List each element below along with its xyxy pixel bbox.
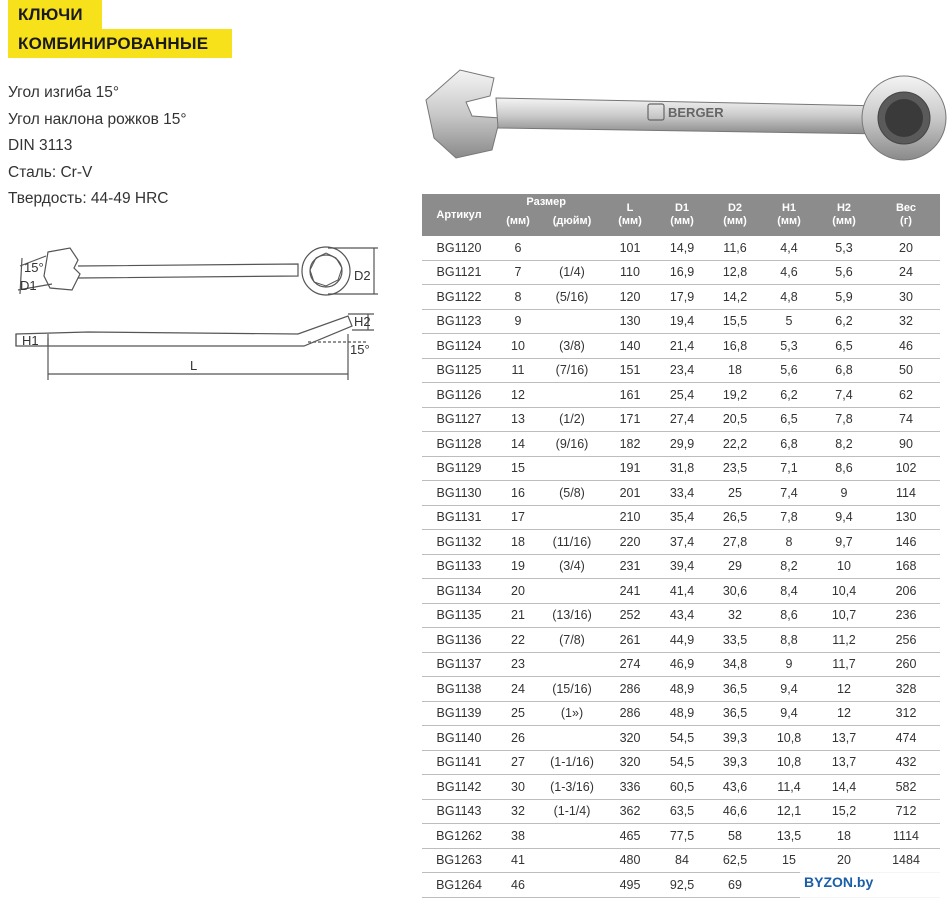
cell-d1: 92,5 [656, 873, 708, 898]
cell-d1: 63,5 [656, 799, 708, 824]
cell-weight: 168 [872, 554, 940, 579]
cell-d1: 48,9 [656, 677, 708, 702]
cell-l: 320 [604, 750, 656, 775]
cell-l: 161 [604, 383, 656, 408]
cell-d1: 21,4 [656, 334, 708, 359]
cell-l: 151 [604, 358, 656, 383]
table-row [422, 677, 940, 702]
cell-d1: 29,9 [656, 432, 708, 457]
header-d2: D2 (мм) [708, 194, 762, 236]
cell-h2: 10,7 [816, 603, 872, 628]
cell-article: BG1134 [422, 579, 496, 604]
cell-article: BG1138 [422, 677, 496, 702]
cell-d1: 35,4 [656, 505, 708, 530]
table-row [422, 554, 940, 579]
cell-h1: 5,3 [762, 334, 816, 359]
label-angle-bottom: 15° [350, 342, 370, 357]
cell-d1: 84 [656, 848, 708, 873]
cell-weight: 50 [872, 358, 940, 383]
watermark-text: BYZON.by [804, 874, 874, 890]
cell-h2: 12 [816, 677, 872, 702]
table-row [422, 236, 940, 260]
cell-size-in: (3/8) [540, 334, 604, 359]
table-row [422, 456, 940, 481]
cell-size-mm: 8 [496, 285, 540, 310]
header-l: L (мм) [604, 194, 656, 236]
cell-size-mm: 13 [496, 407, 540, 432]
cell-h1: 13,5 [762, 824, 816, 849]
cell-size-in [540, 383, 604, 408]
cell-d2: 36,5 [708, 701, 762, 726]
cell-h2: 13,7 [816, 726, 872, 751]
cell-size-in [540, 505, 604, 530]
table-row [422, 334, 940, 359]
cell-size-mm: 16 [496, 481, 540, 506]
label-h2: H2 [354, 314, 371, 329]
cell-d2: 20,5 [708, 407, 762, 432]
cell-l: 231 [604, 554, 656, 579]
label-angle-top: 15° [24, 260, 44, 275]
cell-size-in [540, 236, 604, 260]
cell-h2: 8,2 [816, 432, 872, 457]
cell-d2: 18 [708, 358, 762, 383]
table-row [422, 530, 940, 555]
dimension-diagram [8, 238, 388, 388]
cell-size-mm: 38 [496, 824, 540, 849]
cell-l: 140 [604, 334, 656, 359]
cell-h1: 7,8 [762, 505, 816, 530]
table-row [422, 652, 940, 677]
cell-article: BG1121 [422, 260, 496, 285]
cell-h2: 6,2 [816, 309, 872, 334]
cell-d2: 39,3 [708, 726, 762, 751]
cell-d2: 32 [708, 603, 762, 628]
cell-d2: 12,8 [708, 260, 762, 285]
cell-d2: 29 [708, 554, 762, 579]
cell-size-in: (7/8) [540, 628, 604, 653]
cell-size-in [540, 579, 604, 604]
cell-weight: 46 [872, 334, 940, 359]
cell-size-in: (1-1/4) [540, 799, 604, 824]
cell-d2: 11,6 [708, 236, 762, 260]
cell-d1: 33,4 [656, 481, 708, 506]
cell-size-mm: 24 [496, 677, 540, 702]
label-d1: D1 [20, 278, 37, 293]
table-row [422, 579, 940, 604]
cell-size-in: (7/16) [540, 358, 604, 383]
cell-h1: 11,4 [762, 775, 816, 800]
cell-h1: 5,6 [762, 358, 816, 383]
cell-h1: 9 [762, 652, 816, 677]
cell-h1: 6,8 [762, 432, 816, 457]
cell-d2: 15,5 [708, 309, 762, 334]
cell-l: 201 [604, 481, 656, 506]
cell-h2: 9,4 [816, 505, 872, 530]
title-line-2: КОМБИНИРОВАННЫЕ [8, 29, 232, 58]
cell-weight: 432 [872, 750, 940, 775]
cell-weight: 256 [872, 628, 940, 653]
cell-h2: 6,5 [816, 334, 872, 359]
spec-bend-angle: Угол изгиба 15° [8, 84, 120, 101]
table-row [422, 407, 940, 432]
cell-h2: 20 [816, 848, 872, 873]
cell-d2: 36,5 [708, 677, 762, 702]
cell-weight: 206 [872, 579, 940, 604]
cell-size-in: (1-3/16) [540, 775, 604, 800]
cell-weight: 146 [872, 530, 940, 555]
cell-d2: 69 [708, 873, 762, 898]
cell-h2: 12 [816, 701, 872, 726]
cell-weight: 236 [872, 603, 940, 628]
cell-d1: 54,5 [656, 726, 708, 751]
cell-article: BG1132 [422, 530, 496, 555]
cell-l: 495 [604, 873, 656, 898]
spec-steel: Сталь: Cr-V [8, 163, 93, 181]
cell-h1: 5 [762, 309, 816, 334]
cell-h1: 6,5 [762, 407, 816, 432]
cell-h1: 8 [762, 530, 816, 555]
cell-weight: 20 [872, 236, 940, 260]
cell-d2: 39,3 [708, 750, 762, 775]
cell-d1: 77,5 [656, 824, 708, 849]
table-row [422, 701, 940, 726]
cell-l: 480 [604, 848, 656, 873]
cell-d2: 46,6 [708, 799, 762, 824]
cell-d1: 48,9 [656, 701, 708, 726]
cell-h1: 10,8 [762, 726, 816, 751]
header-h2: H2 (мм) [816, 194, 872, 236]
label-d2: D2 [354, 268, 371, 283]
cell-h2: 10,4 [816, 579, 872, 604]
table-row [422, 432, 940, 457]
cell-h1: 8,8 [762, 628, 816, 653]
cell-d1: 43,4 [656, 603, 708, 628]
cell-d1: 54,5 [656, 750, 708, 775]
cell-size-mm: 6 [496, 236, 540, 260]
cell-weight: 1484 [872, 848, 940, 873]
cell-h2: 7,4 [816, 383, 872, 408]
cell-l: 320 [604, 726, 656, 751]
cell-article: BG1125 [422, 358, 496, 383]
cell-h2: 15,2 [816, 799, 872, 824]
cell-size-mm: 23 [496, 652, 540, 677]
cell-article: BG1263 [422, 848, 496, 873]
cell-l: 220 [604, 530, 656, 555]
cell-l: 110 [604, 260, 656, 285]
cell-size-mm: 21 [496, 603, 540, 628]
cell-l: 274 [604, 652, 656, 677]
specs-table [422, 194, 940, 898]
cell-article: BG1264 [422, 873, 496, 898]
cell-l: 336 [604, 775, 656, 800]
cell-size-in: (15/16) [540, 677, 604, 702]
specs-list [8, 80, 187, 213]
cell-size-in: (9/16) [540, 432, 604, 457]
table-header-row [422, 194, 940, 236]
table-row [422, 824, 940, 849]
cell-size-mm: 19 [496, 554, 540, 579]
cell-size-in [540, 873, 604, 898]
cell-article: BG1262 [422, 824, 496, 849]
table-row [422, 799, 940, 824]
cell-h1: 6,2 [762, 383, 816, 408]
cell-weight: 90 [872, 432, 940, 457]
cell-size-in [540, 456, 604, 481]
cell-h1: 4,8 [762, 285, 816, 310]
cell-h1: 8,2 [762, 554, 816, 579]
wrench-photo [420, 62, 950, 166]
cell-h1: 8,4 [762, 579, 816, 604]
cell-article: BG1126 [422, 383, 496, 408]
label-h1: H1 [22, 333, 39, 348]
cell-h2: 11,7 [816, 652, 872, 677]
cell-size-in [540, 824, 604, 849]
spec-jaw-angle: Угол наклона рожков 15° [8, 110, 187, 128]
cell-size-mm: 26 [496, 726, 540, 751]
cell-size-mm: 20 [496, 579, 540, 604]
cell-l: 182 [604, 432, 656, 457]
cell-size-mm: 10 [496, 334, 540, 359]
table-row [422, 481, 940, 506]
cell-h1: 8,6 [762, 603, 816, 628]
cell-size-in: (13/16) [540, 603, 604, 628]
cell-d2: 34,8 [708, 652, 762, 677]
watermark [800, 868, 952, 904]
cell-size-in: (1») [540, 701, 604, 726]
cell-article: BG1122 [422, 285, 496, 310]
cell-d1: 23,4 [656, 358, 708, 383]
cell-size-mm: 25 [496, 701, 540, 726]
cell-h2: 8,6 [816, 456, 872, 481]
cell-d2: 19,2 [708, 383, 762, 408]
spec-standard: DIN 3113 [8, 137, 73, 154]
table-row [422, 260, 940, 285]
cell-size-mm: 7 [496, 260, 540, 285]
cell-weight: 474 [872, 726, 940, 751]
cell-size-in: (5/8) [540, 481, 604, 506]
cell-h2: 7,8 [816, 407, 872, 432]
cell-d1: 37,4 [656, 530, 708, 555]
cell-l: 171 [604, 407, 656, 432]
table-row [422, 726, 940, 751]
cell-h2: 18 [816, 824, 872, 849]
cell-h2: 10 [816, 554, 872, 579]
cell-size-mm: 9 [496, 309, 540, 334]
table-row [422, 358, 940, 383]
cell-l: 261 [604, 628, 656, 653]
cell-article: BG1129 [422, 456, 496, 481]
cell-weight: 1114 [872, 824, 940, 849]
cell-article: BG1133 [422, 554, 496, 579]
cell-weight: 328 [872, 677, 940, 702]
cell-size-mm: 41 [496, 848, 540, 873]
table-row [422, 750, 940, 775]
cell-d1: 16,9 [656, 260, 708, 285]
header-size-mm: Размер (мм) [496, 194, 540, 236]
cell-article: BG1123 [422, 309, 496, 334]
cell-l: 101 [604, 236, 656, 260]
spec-hardness: Твердость: 44-49 HRC [8, 190, 169, 207]
cell-article: BG1141 [422, 750, 496, 775]
cell-d2: 43,6 [708, 775, 762, 800]
cell-size-mm: 27 [496, 750, 540, 775]
cell-l: 210 [604, 505, 656, 530]
cell-article: BG1131 [422, 505, 496, 530]
cell-article: BG1127 [422, 407, 496, 432]
header-size-in: (дюйм) [540, 194, 604, 236]
cell-d1: 25,4 [656, 383, 708, 408]
cell-weight: 312 [872, 701, 940, 726]
cell-size-in: (11/16) [540, 530, 604, 555]
cell-d2: 14,2 [708, 285, 762, 310]
cell-article: BG1130 [422, 481, 496, 506]
cell-article: BG1135 [422, 603, 496, 628]
cell-weight: 62 [872, 383, 940, 408]
cell-weight: 260 [872, 652, 940, 677]
table-row [422, 383, 940, 408]
cell-article: BG1120 [422, 236, 496, 260]
header-article: Артикул [422, 194, 496, 236]
cell-d1: 19,4 [656, 309, 708, 334]
table-row [422, 603, 940, 628]
cell-size-in [540, 848, 604, 873]
cell-size-mm: 14 [496, 432, 540, 457]
cell-article: BG1136 [422, 628, 496, 653]
header-d1: D1 (мм) [656, 194, 708, 236]
cell-d2: 30,6 [708, 579, 762, 604]
cell-l: 120 [604, 285, 656, 310]
cell-size-in [540, 652, 604, 677]
cell-weight: 102 [872, 456, 940, 481]
cell-d1: 46,9 [656, 652, 708, 677]
cell-article: BG1140 [422, 726, 496, 751]
cell-size-mm: 12 [496, 383, 540, 408]
cell-d1: 39,4 [656, 554, 708, 579]
cell-h2: 13,7 [816, 750, 872, 775]
cell-l: 191 [604, 456, 656, 481]
cell-size-in: (1/2) [540, 407, 604, 432]
cell-weight: 24 [872, 260, 940, 285]
cell-d2: 23,5 [708, 456, 762, 481]
table-row [422, 505, 940, 530]
cell-l: 130 [604, 309, 656, 334]
cell-h1: 15 [762, 848, 816, 873]
cell-h2: 14,4 [816, 775, 872, 800]
cell-weight: 712 [872, 799, 940, 824]
cell-d1: 41,4 [656, 579, 708, 604]
table-row [422, 775, 940, 800]
cell-article: BG1124 [422, 334, 496, 359]
cell-h1: 4,6 [762, 260, 816, 285]
cell-size-in [540, 726, 604, 751]
title-line-1: КЛЮЧИ [8, 0, 102, 29]
cell-h1: 10,8 [762, 750, 816, 775]
cell-d2: 58 [708, 824, 762, 849]
cell-h1: 12,1 [762, 799, 816, 824]
cell-h2: 5,6 [816, 260, 872, 285]
cell-l: 362 [604, 799, 656, 824]
cell-l: 252 [604, 603, 656, 628]
cell-h1: 7,1 [762, 456, 816, 481]
cell-l: 465 [604, 824, 656, 849]
label-l: L [190, 358, 198, 373]
cell-size-in: (5/16) [540, 285, 604, 310]
cell-d1: 14,9 [656, 236, 708, 260]
table-row [422, 309, 940, 334]
cell-size-mm: 46 [496, 873, 540, 898]
cell-size-mm: 11 [496, 358, 540, 383]
cell-size-in: (1/4) [540, 260, 604, 285]
cell-h2: 5,9 [816, 285, 872, 310]
cell-h2: 5,3 [816, 236, 872, 260]
cell-d1: 60,5 [656, 775, 708, 800]
cell-l: 286 [604, 677, 656, 702]
cell-d1: 44,9 [656, 628, 708, 653]
cell-weight: 582 [872, 775, 940, 800]
cell-h1: 4,4 [762, 236, 816, 260]
cell-weight: 74 [872, 407, 940, 432]
cell-size-in [540, 309, 604, 334]
cell-h2: 9 [816, 481, 872, 506]
cell-d2: 22,2 [708, 432, 762, 457]
cell-l: 241 [604, 579, 656, 604]
cell-d2: 25 [708, 481, 762, 506]
cell-h2: 6,8 [816, 358, 872, 383]
cell-weight: 114 [872, 481, 940, 506]
cell-d1: 27,4 [656, 407, 708, 432]
cell-size-mm: 18 [496, 530, 540, 555]
cell-size-mm: 22 [496, 628, 540, 653]
cell-h1: 7,4 [762, 481, 816, 506]
cell-d1: 17,9 [656, 285, 708, 310]
cell-d2: 26,5 [708, 505, 762, 530]
cell-article: BG1137 [422, 652, 496, 677]
cell-size-mm: 30 [496, 775, 540, 800]
cell-d2: 33,5 [708, 628, 762, 653]
cell-size-mm: 17 [496, 505, 540, 530]
cell-article: BG1143 [422, 799, 496, 824]
header-weight: Вес (г) [872, 194, 940, 236]
cell-h2: 11,2 [816, 628, 872, 653]
cell-d2: 62,5 [708, 848, 762, 873]
cell-h1: 9,4 [762, 701, 816, 726]
cell-article: BG1139 [422, 701, 496, 726]
cell-d1: 31,8 [656, 456, 708, 481]
cell-size-in: (3/4) [540, 554, 604, 579]
cell-d2: 27,8 [708, 530, 762, 555]
cell-article: BG1142 [422, 775, 496, 800]
cell-size-mm: 15 [496, 456, 540, 481]
cell-size-mm: 32 [496, 799, 540, 824]
cell-h1: 9,4 [762, 677, 816, 702]
cell-d2: 16,8 [708, 334, 762, 359]
header-h1: H1 (мм) [762, 194, 816, 236]
cell-weight: 32 [872, 309, 940, 334]
cell-size-in: (1-1/16) [540, 750, 604, 775]
cell-l: 286 [604, 701, 656, 726]
brand-engraving: BERGER [668, 105, 724, 120]
table-row [422, 285, 940, 310]
cell-weight: 30 [872, 285, 940, 310]
cell-article: BG1128 [422, 432, 496, 457]
table-row [422, 628, 940, 653]
cell-h2: 9,7 [816, 530, 872, 555]
cell-weight: 130 [872, 505, 940, 530]
